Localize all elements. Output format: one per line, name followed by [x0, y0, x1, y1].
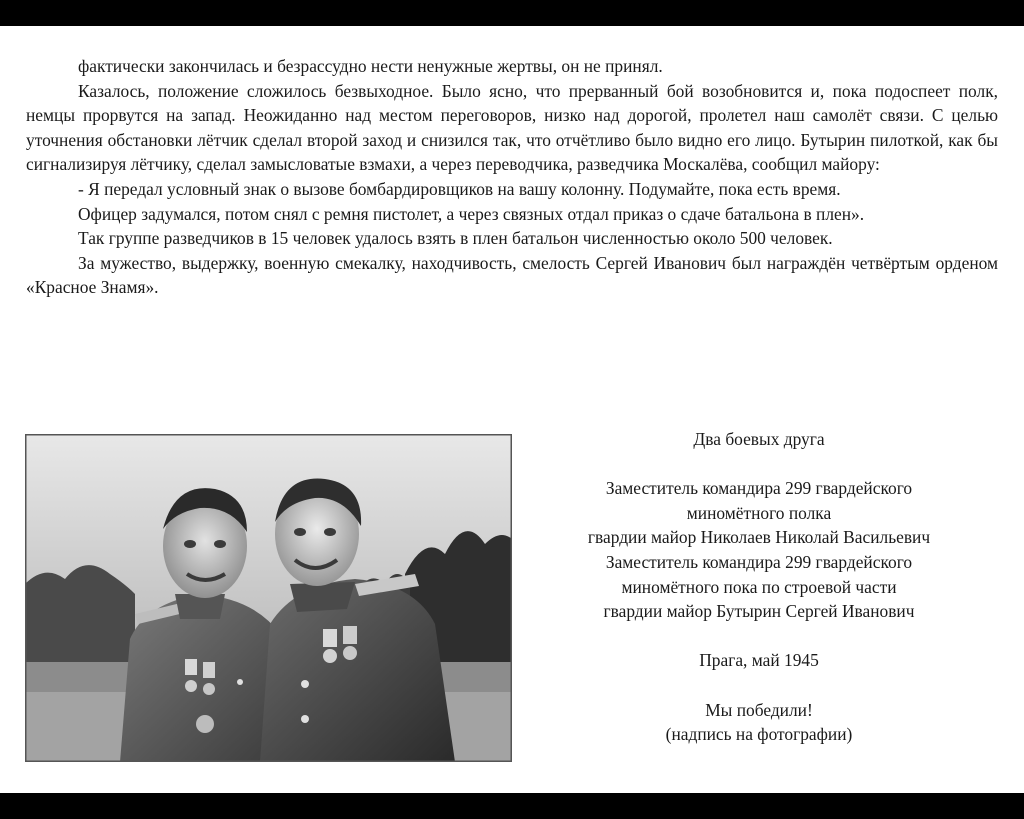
caption-spacer — [520, 452, 998, 477]
caption-person1-line3: гвардии майор Николаев Николай Васильевич — [587, 527, 931, 548]
paragraph-2: Казалось, положение сложилось безвыходное. Было ясно, что прерванный бой возобновится и, пока подоспеет полк, немцы прорвутся на запад. Неожиданно над местом переговоров, низко над дорогой, пролетел наш самолёт связи. С целью уточнения обстановки лётчик сделал второй заход и снизился так, что отчётливо было видно его лицо. Бутырин пилоткой, как бы сигнализируя лётчику, сделал замысловатые взмахи, а через переводчика, разведчика Москалёва, сообщил майору: — [26, 80, 998, 175]
caption-person2-line3: гвардии майор Бутырин Сергей Иванович — [603, 601, 915, 622]
photo-image — [25, 434, 512, 762]
caption-person1-line1: Заместитель командира 299 гвардейского — [605, 478, 913, 499]
caption-person2-line1: Заместитель командира 299 гвардейского — [605, 551, 913, 572]
body-text — [26, 54, 998, 300]
caption-place-date: Прага, май 1945 — [699, 650, 819, 671]
caption-person2-line2: миномётного пока по строевой части — [621, 576, 897, 597]
paragraph-4: Офицер задумался, потом снял с ремня пистолет, а через связных отдал приказ о сдаче батальона в плен». — [78, 203, 865, 224]
paragraph-5: Так группе разведчиков в 15 человек удалось взять в плен батальон численностью около 500 человек. — [78, 228, 833, 249]
historical-photo — [25, 434, 512, 762]
document-page — [0, 26, 1024, 793]
caption-inscription: Мы победили! — [705, 699, 813, 720]
paragraph-6: За мужество, выдержку, военную смекалку, находчивость, смелость Сергей Иванович был награждён четвёртым орденом «Красное Знамя». — [26, 252, 998, 298]
caption-spacer — [520, 673, 998, 698]
caption-inscription-note: (надпись на фотографии) — [665, 724, 853, 745]
paragraph-3: - Я передал условный знак о вызове бомбардировщиков на вашу колонну. Подумайте, пока есть время. — [78, 178, 841, 199]
caption-person1-line2: миномётного полка — [686, 502, 832, 523]
caption-spacer — [520, 624, 998, 649]
paragraph-1: фактически закончилась и безрассудно нести ненужные жертвы, он не принял. — [78, 56, 663, 76]
photo-caption — [520, 427, 998, 747]
caption-title: Два боевых друга — [693, 429, 825, 449]
